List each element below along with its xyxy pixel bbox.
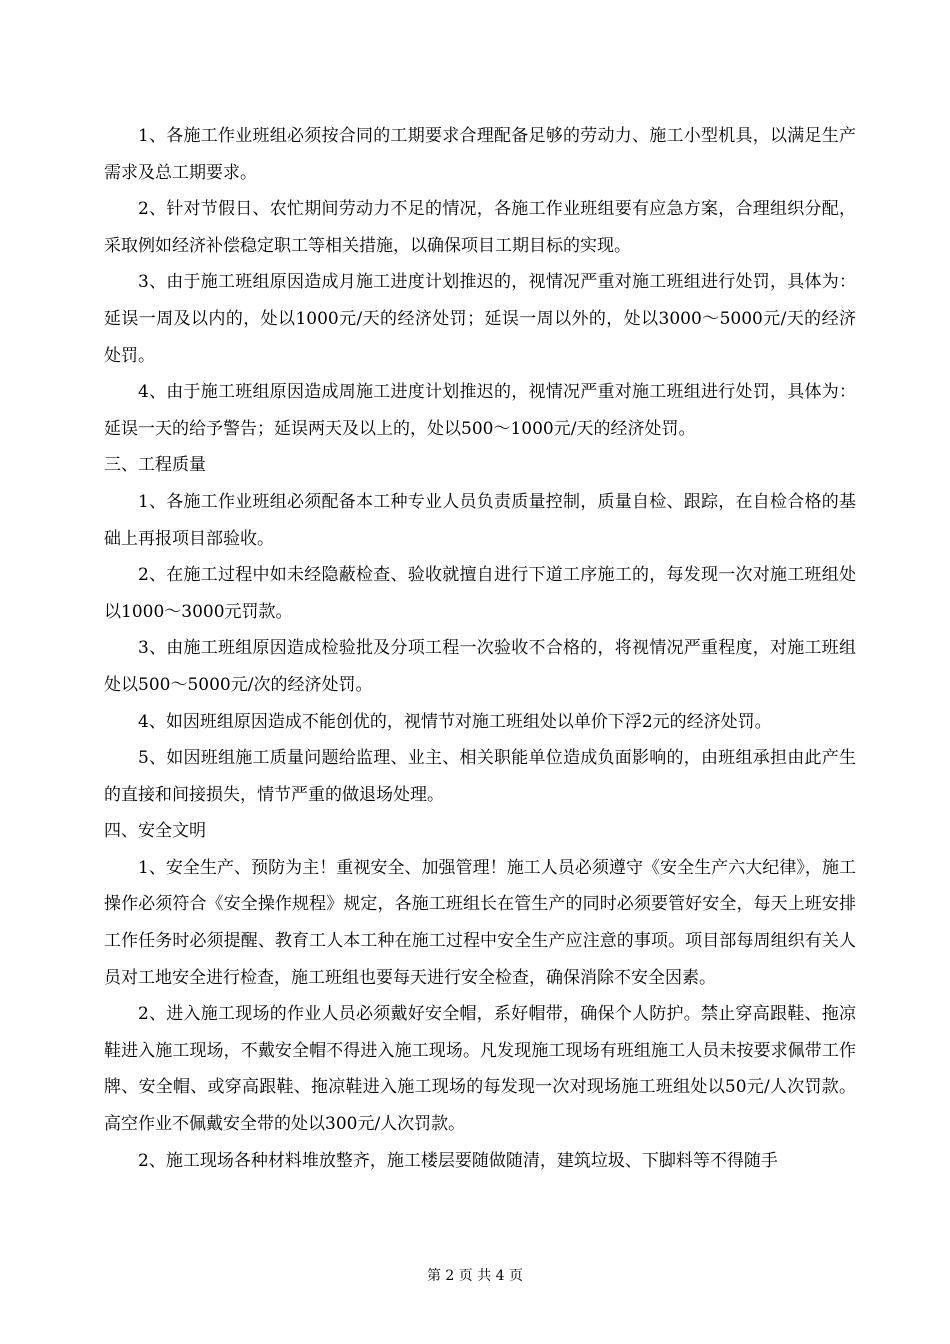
paragraph: 4、如因班组原因造成不能创优的，视情节对施工班组处以单价下浮2元的经济处罚。 bbox=[138, 711, 772, 732]
section-heading: 四、安全文明 bbox=[104, 821, 206, 842]
paragraph: 1、各施工作业班组必须按合同的工期要求合理配备足够的劳动力、施工小型机具，以满足生产需求及总工期要求。 bbox=[104, 126, 856, 183]
paragraph: 3、由施工班组原因造成检验批及分项工程一次验收不合格的，将视情况严重程度，对施工班组处以500～5000元/次的经济处罚。 bbox=[104, 638, 856, 695]
paragraph: 3、由于施工班组原因造成月施工进度计划推迟的，视情况严重对施工班组进行处罚，具体为：延误一周及以内的，处以1000元/天的经济处罚；延误一周以外的，处以3000～5000元/天的经济处罚。 bbox=[104, 272, 856, 366]
paragraph: 1、安全生产、预防为主！重视安全、加强管理！施工人员必须遵守《安全生产六大纪律》，施工操作必须符合《安全操作规程》规定，各施工班组长在管生产的同时必须要管好安全，每天上班安排工作任务时必须提醒、教育工人本工种在施工过程中安全生产应注意的事项。项目部每周组织有关人员对工地安全进行检查，施工班组也要每天进行安全检查，确保消除不安全因素。 bbox=[104, 857, 856, 988]
document-body bbox=[104, 118, 856, 1179]
section-heading: 三、工程质量 bbox=[104, 455, 206, 476]
paragraph: 2、针对节假日、农忙期间劳动力不足的情况，各施工作业班组要有应急方案，合理组织分配，采取例如经济补偿稳定职工等相关措施，以确保项目工期目标的实现。 bbox=[104, 199, 856, 256]
paragraph: 5、如因班组施工质量问题给监理、业主、相关职能单位造成负面影响的，由班组承担由此产生的直接和间接损失，情节严重的做退场处理。 bbox=[104, 748, 856, 805]
paragraph: 1、各施工作业班组必须配备本工种专业人员负责质量控制，质量自检、跟踪，在自检合格的基础上再报项目部验收。 bbox=[104, 491, 856, 549]
paragraph: 4、由于施工班组原因造成周施工进度计划推迟的，视情况严重对施工班组进行处罚，具体为：延误一天的给予警告；延误两天及以上的，处以500～1000元/天的经济处罚。 bbox=[104, 382, 856, 439]
page-number-footer: 第 2 页 共 4 页 bbox=[426, 1268, 524, 1284]
paragraph: 2、在施工过程中如未经隐蔽检查、验收就擅自进行下道工序施工的，每发现一次对施工班组处以1000～3000元罚款。 bbox=[104, 565, 856, 622]
paragraph: 2、进入施工现场的作业人员必须戴好安全帽，系好帽带，确保个人防护。禁止穿高跟鞋、拖凉鞋进入施工现场，不戴安全帽不得进入施工现场。凡发现施工现场有班组施工人员未按要求佩带工作牌、安全帽、或穿高跟鞋、拖凉鞋进入施工现场的每发现一次对现场施工班组处以50元/人次罚款。高空作业不佩戴安全带的处以300元/人次罚款。 bbox=[104, 1004, 856, 1135]
paragraph: 2、施工现场各种材料堆放整齐，施工楼层要随做随清，建筑垃圾、下脚料等不得随手 bbox=[138, 1150, 778, 1171]
